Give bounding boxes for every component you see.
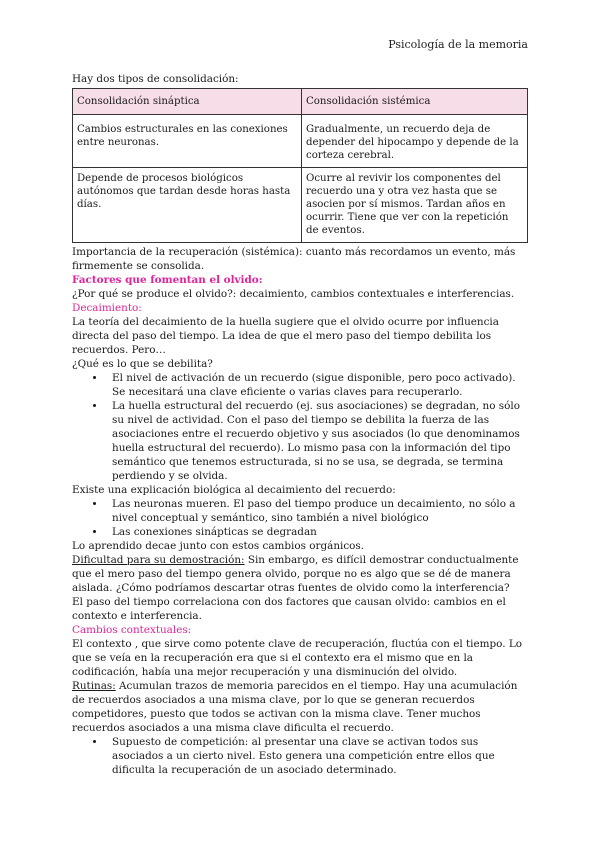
page-header: Psicología de la memoria <box>388 38 528 51</box>
list-item: • Las neuronas mueren. El paso del tiempo produce un decaimiento, no sólo a nivel conceptual y semántico, sino también a nivel biológico <box>106 497 528 525</box>
routines-text: Acumulan trazos de memoria parecidos en el tiempo. Hay una acumulación de recuerdos asociados a una misma clave, por lo que se generan recuerdos competidores, puesto que todos se activan con la misma clave. Tener muchos recuerdos asociados a una misma clave dificulta el recuerdo. <box>72 680 518 734</box>
table-header-cell: Consolidación sistémica <box>302 89 528 115</box>
intro-text: Hay dos tipos de consolidación: <box>72 73 239 85</box>
competition-list <box>72 735 528 777</box>
importance-text: Importancia de la recuperación (sistémica): cuanto más recordamos un evento, más firmemente se consolida. <box>72 246 516 272</box>
table-cell: Depende de procesos biológicos autónomos que tardan desde horas hasta días. <box>73 168 302 243</box>
table-cell: Ocurre al revivir los componentes del recuerdo una y otra vez hasta que se asocien por sí mismos. Tardan años en ocurrir. Tiene que ver con la repetición de eventos. <box>302 168 528 243</box>
factors-heading: Factores que fomentan el olvido: <box>72 274 263 286</box>
difficulty-label: Dificultad para su demostración: <box>72 554 245 566</box>
document-body <box>72 72 528 777</box>
context-paragraph: El contexto , que sirve como potente clave de recuperación, fluctúa con el tiempo. Lo que se veía en la recuperación era que si el contexto era el mismo que en la codificación, había una mejor recuperación y una disminución del olvido. <box>72 638 522 678</box>
consolidation-table <box>72 88 528 243</box>
context-heading: Cambios contextuales: <box>72 624 192 636</box>
list-item: • El nivel de activación de un recuerdo (sigue disponible, pero poco activado). Se necesitará una clave eficiente o varias claves para recuperarlo. <box>106 371 528 399</box>
bio-list <box>72 497 528 539</box>
bio-intro: Existe una explicación biológica al decaimiento del recuerdo: <box>72 484 396 496</box>
table-header-row <box>73 89 528 115</box>
correlation-text: El paso del tiempo correlaciona con dos factores que causan olvido: cambios en el contexto e interferencia. <box>72 596 506 622</box>
why-forget-text: ¿Por qué se produce el olvido?: decaimiento, cambios contextuales e interferencias. <box>72 288 515 300</box>
learned-decays-text: Lo aprendido decae junto con estos cambios orgánicos. <box>72 540 365 552</box>
routines-label: Rutinas: <box>72 680 116 692</box>
table-row <box>73 168 528 243</box>
list-item: • La huella estructural del recuerdo (ej. sus asociaciones) se degradan, no sólo su nivel de actividad. Con el paso del tiempo se debilita la fuerza de las asociaciones entre el recuerdo objetivo y sus asociados (lo que denominamos huella estructural del recuerdo). Lo mismo pasa con la información del tipo semántico que tenemos estructurada, si no se usa, se degrada, se termina perdiendo y se olvida. <box>106 399 528 483</box>
list-item: • Las conexiones sinápticas se degradan <box>106 525 528 539</box>
table-cell: Gradualmente, un recuerdo deja de depender del hipocampo y depende de la corteza cerebral. <box>302 115 528 168</box>
decay-list <box>72 371 528 483</box>
decay-question: ¿Qué es lo que se debilita? <box>72 358 213 370</box>
list-item: • Supuesto de competición: al presentar una clave se activan todos sus asociados a un cierto nivel. Esto genera una competición entre ellos que dificulta la recuperación de un asociado determinado. <box>106 735 528 777</box>
table-row <box>73 115 528 168</box>
difficulty-text: Sin embargo, es difícil demostrar conductualmente que el mero paso del tiempo genera olvido, porque no es algo que se dé de manera aislada. ¿Cómo podríamos descartar otras fuentes de olvido como la interferencia? <box>72 554 519 594</box>
routines-paragraph <box>72 679 528 735</box>
decay-heading: Decaimiento: <box>72 302 142 314</box>
decay-paragraph: La teoría del decaimiento de la huella sugiere que el olvido ocurre por influencia directa del paso del tiempo. La idea de que el mero paso del tiempo debilita los recuerdos. Pero… <box>72 316 499 356</box>
difficulty-paragraph <box>72 553 528 595</box>
table-header-cell: Consolidación sináptica <box>73 89 302 115</box>
table-cell: Cambios estructurales en las conexiones entre neuronas. <box>73 115 302 168</box>
